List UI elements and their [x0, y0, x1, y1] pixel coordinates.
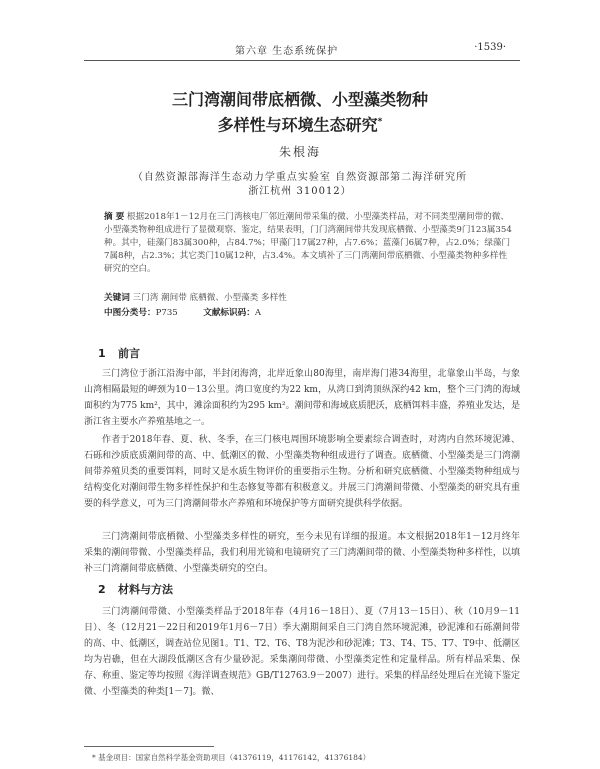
footnote-rule: [84, 746, 214, 747]
abstract: [104, 211, 514, 276]
header-rule: [84, 60, 520, 61]
classification: [104, 306, 261, 318]
title-line-1: 三门湾潮间带底栖微、小型藻类物种: [171, 90, 428, 109]
affiliation-line-1: （自然资源部海洋生态动力学重点实验室 自然资源部第二海洋研究所: [132, 172, 468, 183]
section-heading-methods: [98, 581, 173, 597]
abstract-text: 根据2018年1－12月在三门湾核电厂邻近潮间带采集的微、小型藻类样品，对不同类型潮间带的微、小型藻类物种组成进行了显微观察、鉴定，结果表明，门门湾潮间带共发现底栖微、小型藻类9门123属354种。其中，硅藻门83属300种，占84.7%；甲藻门17属27种，占7.6%；蓝藻门6属7种，占2.0%；绿藻门7属8种，占2.3%；其它类门10属12种，占3.4%。本文填补了三门湾潮间带底栖微、小型藻类物种多样性研究的空白。: [104, 212, 512, 274]
keywords-text: 三门湾 潮间带 底栖微、小型藻类 多样性: [132, 293, 287, 303]
section-title: 前言: [118, 347, 140, 360]
section-title: 材料与方法: [118, 583, 173, 596]
keywords-label: 关键词: [104, 293, 130, 303]
funding-footnote: * 基金项目：国家自然科学基金资助项目（41376119，41176142，41376184）: [92, 753, 371, 762]
intro-paragraph-3: 三门湾潮间带底栖微、小型藻类多样性的研究，至今未见有详细的报道。本文根据2018年1－12月终年采集的潮间带微、小型藻类样品，我们利用光镜和电镜研究了三门湾潮间带的微、小型藻类物种多样性，以填补三门湾潮间带底栖微、小型藻类研究的空白。: [84, 532, 520, 574]
title-footnote-mark: *: [377, 117, 383, 127]
cls-label: 中图分类号：: [104, 308, 156, 318]
running-title: 第六章 生态系统保护: [235, 46, 339, 57]
keywords: [104, 291, 514, 303]
section-number: 2: [98, 583, 106, 596]
methods-paragraph-1: 三门湾潮间带微、小型藻类样品于2018年春（4月16－18日）、夏（7月13－15日）、秋（10月9－11日）、冬（12月21－22日和2019年1月6－7日）季大潮期间采自三门湾自然环境泥滩，砂泥滩和石砾潮间带的高、中、低潮区，调查站位见图1。T1、T2、T6、T8为泥沙和砂泥滩；T3、T4、T5、T7、T9中、低潮区均为岩礁，但在大湖段低潮区含有少量砂泥。采集潮间带微、小型藻类定性和定量样品。所有样品采集、保存、称重、鉴定等均按照《海洋调查规范》GB/T12763.9－2007）进行。采集的样品经处理后在光镜下鉴定微、小型藻类的种类[1－7]。微、: [84, 607, 520, 697]
title-line-2-text: 多样性与环境生态研究: [217, 115, 378, 135]
intro-paragraph-2: 作者于2018年春、夏、秋、冬季，在三门核电周围环境影响全要素综合调查时，对湾内自然环境泥滩、石砾和沙质底质潮间带的高、中、低潮区的微、小型藻类物种组成进行了调查。底栖微、小型藻类是三门湾潮间带养殖贝类的重要饵料，同时又是水质生物评价的重要指示生物。分析和研究底栖微、小型藻类物种组成与结构变化对潮间带生物多样性保护和生态修复等都有积极意义。并展三门湾潮间带微、小型藻类的研究具有重要的科学意义，可为三门湾潮间带水产养殖和环境保护等方面研究提供科学依据。: [84, 435, 520, 509]
section-number: 1: [98, 347, 106, 360]
page-number: ·1539·: [474, 42, 506, 53]
author-name: 朱根海: [278, 145, 321, 159]
intro-paragraph-1: 三门湾位于浙江沿海中部，半封闭海湾，北岸近象山80海里，南岸海门港34海里，北靠象山半岛，与象山湾相隔最短的岬颈为10－13公里。湾口宽度约为22 km，从湾口到湾顶纵深约42 km，整个三门湾的海域面积约为775 km²，其中，滩涂面积约为295 km²。潮间带和海域底质肥沃，底栖饵料丰盛，养殖业发达，是浙江省主要水产养殖基地之一。: [84, 369, 520, 427]
doc-code-value: A: [254, 308, 262, 318]
doc-code-label: 文献标识码：: [203, 308, 255, 318]
section-heading-intro: [98, 345, 140, 361]
title-line-2: [0, 110, 600, 137]
cls-value: P735: [155, 308, 178, 318]
affiliation-line-2: 浙江杭州 310012）: [248, 186, 352, 197]
abstract-label: 摘 要: [104, 212, 125, 222]
